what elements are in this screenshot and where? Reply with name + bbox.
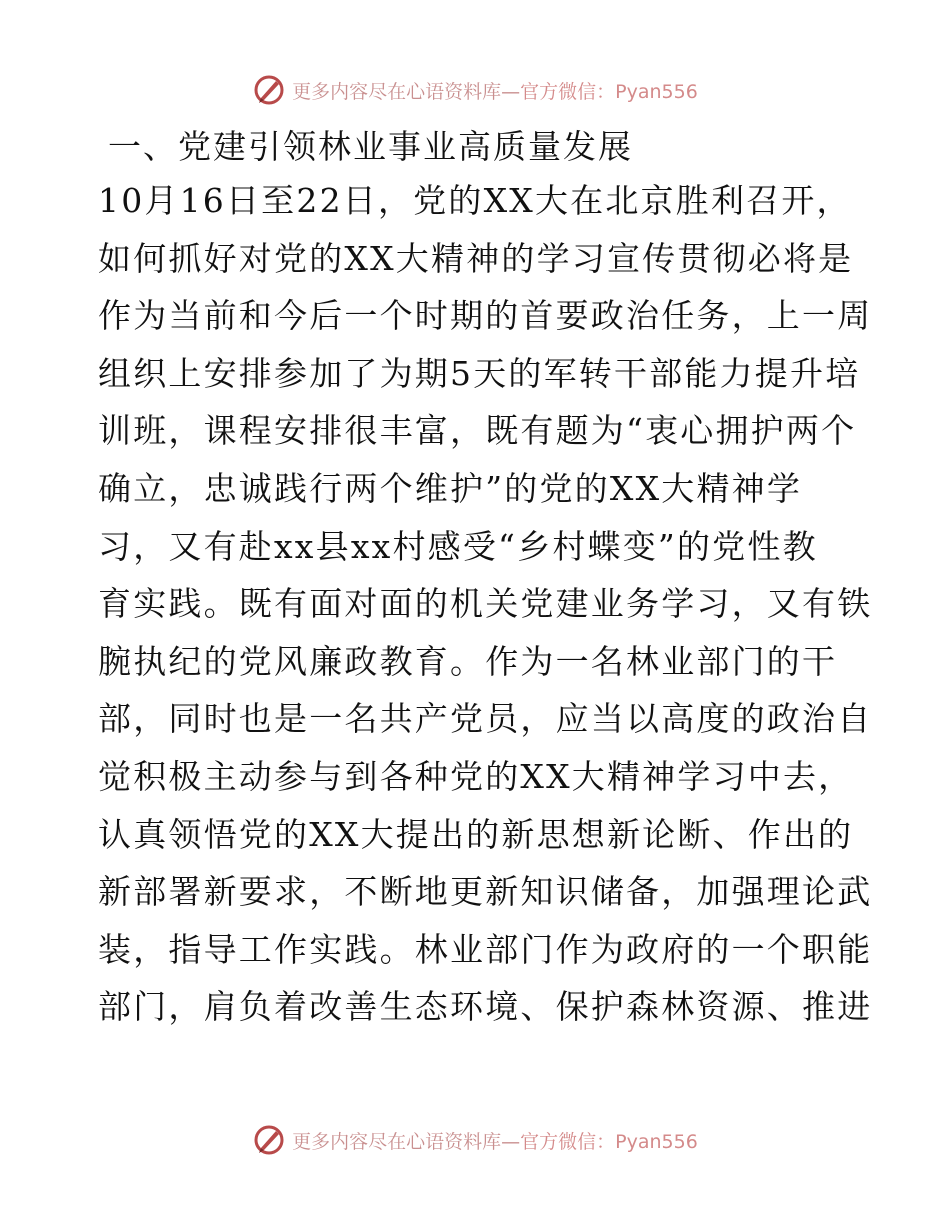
body-line: 部门，肩负着改善生态环境、保护森林资源、推进 [98,987,873,1027]
document-body [98,172,878,1036]
watermark-banner-bottom [0,1120,950,1160]
body-line: 部，同时也是一名共产党员，应当以高度的政治自 [98,699,873,739]
quill-logo-icon [252,73,286,107]
watermark-wechat-text: 官方微信：Pyan556 [520,80,698,103]
body-line: 10月16日至22日，党的XX大在北京胜利召开， [98,181,852,220]
body-line: 作为当前和今后一个时期的首要政治任务，上一周 [98,296,873,336]
body-line: 认真领悟党的XX大提出的新思想新论断、作出的 [98,814,854,854]
section-heading: 一、党建引领林业事业高质量发展 [108,127,633,166]
body-line: 确立，忠诚践行两个维护”的党的XX大精神学 [98,468,803,508]
body-line: 组织上安排参加了为期5天的军转干部能力提升培 [98,353,861,393]
watermark-text [292,77,698,104]
body-line: 如何抓好对党的XX大精神的学习宣传贯彻必将是 [98,238,854,278]
quill-logo-icon [252,1123,286,1157]
watermark-site-text: 更多内容尽在心语资料库 [292,1130,502,1153]
watermark-site-text: 更多内容尽在心语资料库 [292,80,502,103]
body-line: 育实践。既有面对面的机关党建业务学习，又有铁 [98,584,873,624]
body-line: 习，又有赴xx县xx村感受“乡村蝶变”的党性教 [98,526,818,566]
body-line: 觉积极主动参与到各种党的XX大精神学习中去， [98,756,854,796]
body-line: 新部署新要求，不断地更新知识储备，加强理论武 [98,872,873,912]
watermark-text [292,1127,698,1154]
watermark-wechat-text: 官方微信：Pyan556 [520,1130,698,1153]
body-line: 装，指导工作实践。林业部门作为政府的一个职能 [98,929,873,969]
watermark-banner-top [0,70,950,110]
watermark-separator: — [501,80,521,103]
body-line: 训班，课程安排很丰富，既有题为“衷心拥护两个 [98,411,857,451]
watermark-separator: — [501,1130,521,1153]
body-line: 腕执纪的党风廉政教育。作为一名林业部门的干 [98,641,838,681]
